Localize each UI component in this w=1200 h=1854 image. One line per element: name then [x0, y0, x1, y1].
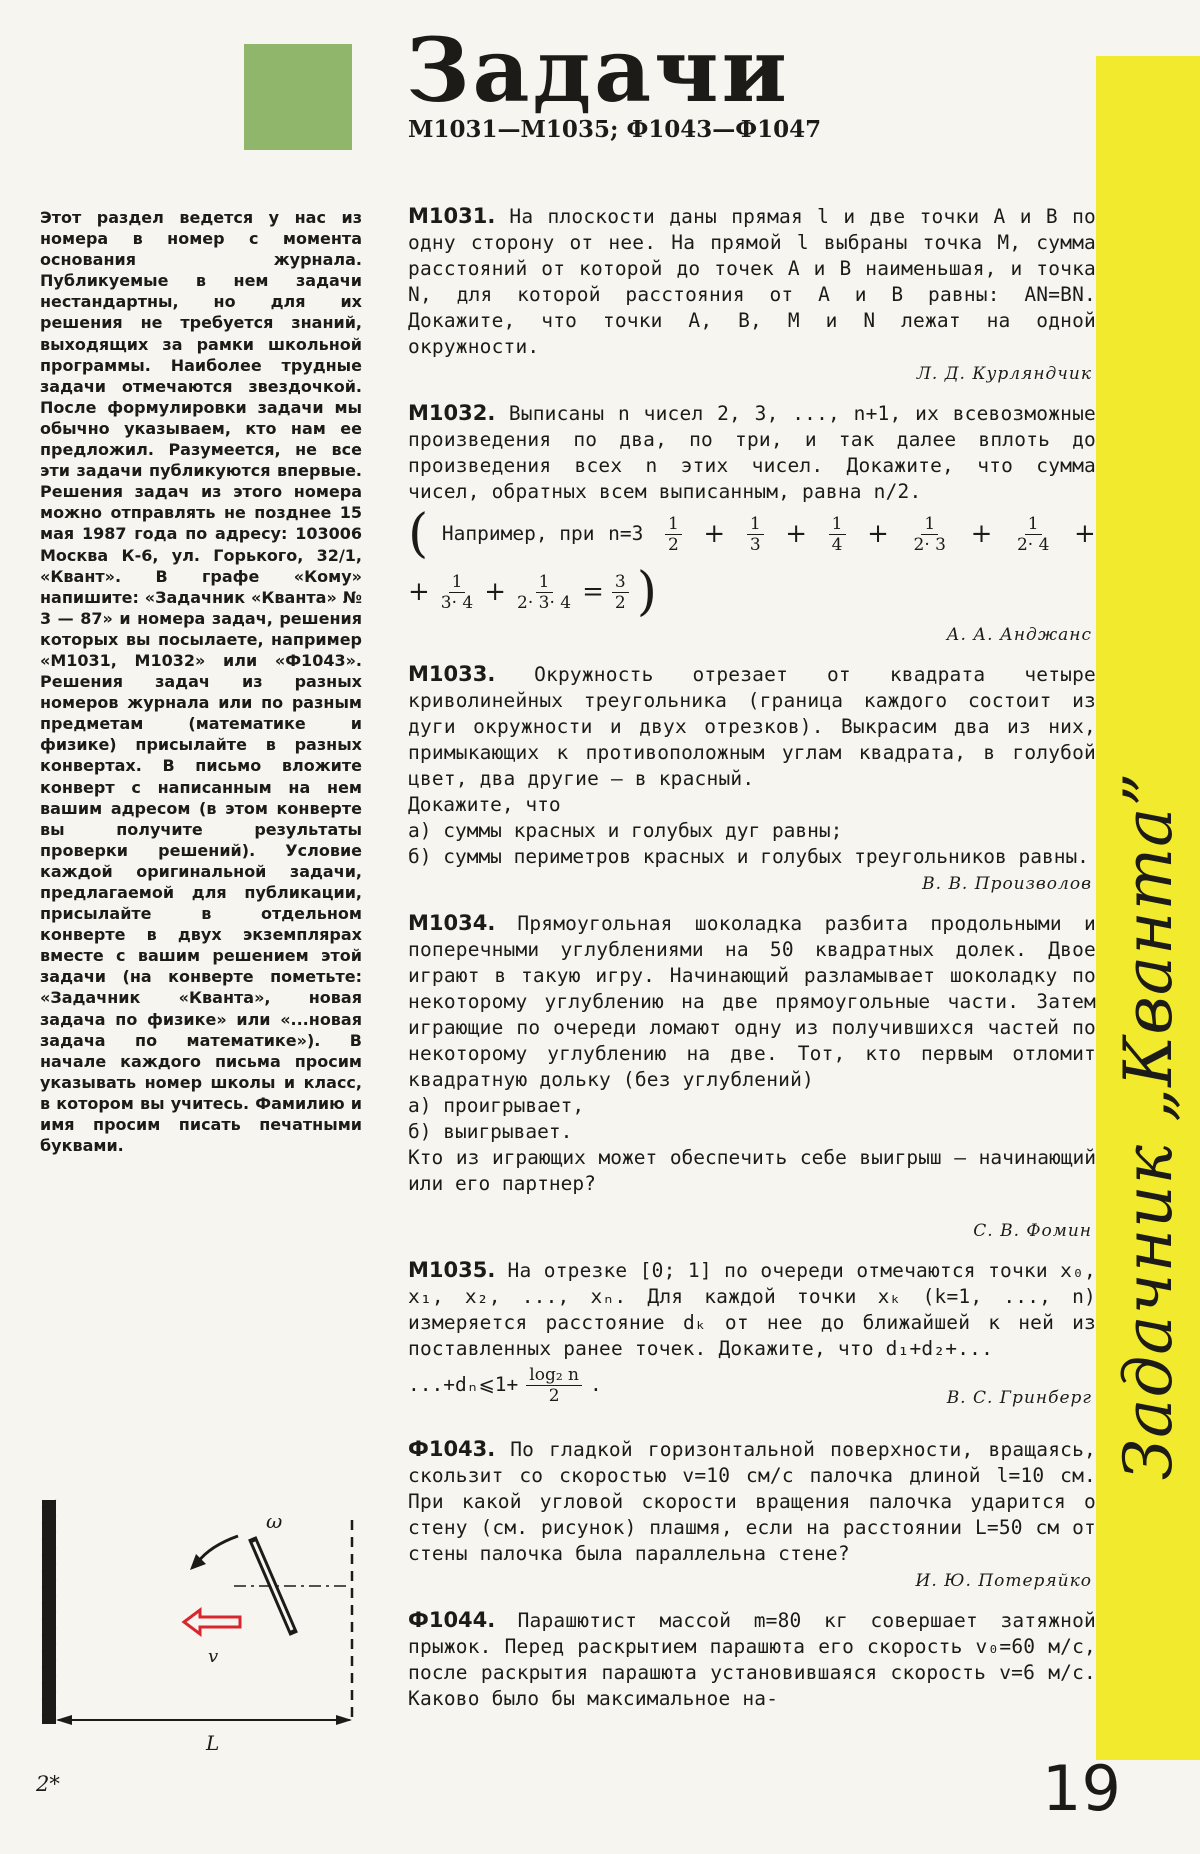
- open-paren: (: [408, 504, 429, 564]
- problem-f1043: [408, 1436, 1096, 1593]
- fraction: $\frac{1}{3}$: [747, 514, 764, 555]
- example-prefix: Например, при: [441, 522, 595, 545]
- problem-text: Прямоугольная шоколадка разбита продольными и поперечными углублениями на 50 квадратных долек. Двое играют в такую игру. Начинающий разламывает шоколадку по некоторому углублению на две прямоугольные части. Затем играющие по очереди ломают одну из получившихся частей по некоторому углублению на две. Тот, кто первым отломит квадратную дольку (без углублений): [408, 912, 1096, 1091]
- decorative-green-square: [244, 44, 352, 150]
- problem-item-a: а) проигрывает,: [408, 1094, 585, 1117]
- side-band-title: Задачник „Кванта”: [1110, 771, 1187, 1480]
- problem-text: На отрезке [0; 1] по очереди отмечаются точки x₀, x₁, x₂, ..., xₙ. Для каждой точки xₖ (k=1, ..., n) измеряется расстояние dₖ от нее до ближайшей к ней из поставленных ранее точек. Докажите, что d₁+d₂+...: [408, 1259, 1096, 1360]
- example-n: n=3: [608, 522, 644, 545]
- example-line-1: ( Например, при n=3 $\frac{1}{2}$ + $\frac{1}{3}$ + $\frac{1}{4}$ + $\frac{1}{2\cdot 3}$ + $\frac{1}{2\cdot 4}$ +: [408, 504, 1096, 564]
- problem-text: По гладкой горизонтальной поверхности, вращаясь, скользит со скоростью v=10 см/с палочка длиной l=10 см. При какой угловой скорости вращения палочка ударится о стену (см. рисунок) плашмя, если на расстоянии L=50 см от стены палочка была параллельна стене?: [408, 1438, 1096, 1565]
- fraction: $\frac{1}{2\cdot 3\cdot 4}$: [517, 571, 572, 613]
- page-subtitle: М1031—М1035; Ф1043—Ф1047: [408, 116, 822, 143]
- fraction: $\frac{1}{4}$: [829, 514, 846, 555]
- fraction: $\frac{\text{log₂ n}}{2}$: [526, 1365, 582, 1406]
- problem-text: На плоскости даны прямая l и две точки A и B по одну сторону от нее. На прямой l выбраны точка M, сумма расстояний от которой до точек A и B наименьшая, и точка N, для которой расстояния от A и B равны: AN=BN. Докажите, что точки A, B, M и N лежат на одной окружности.: [408, 205, 1096, 358]
- example-line-2: + $\frac{1}{3\cdot 4}$ + $\frac{1}{2\cdot 3\cdot 4}$ = $\frac{3}{2}$ ): [408, 562, 658, 622]
- problem-author: С. В. Фомин: [973, 1221, 1092, 1241]
- problem-question: Кто из играющих может обеспечить себе выигрыш — начинающий или его партнер?: [408, 1146, 1096, 1195]
- problem-id: М1033.: [408, 662, 496, 686]
- problem-id: М1031.: [408, 204, 496, 228]
- problem-author: Л. Д. Курляндчик: [916, 364, 1092, 384]
- problem-id: М1032.: [408, 401, 496, 425]
- figure-stick-wall: [34, 1496, 374, 1756]
- fraction: $\frac{1}{2\cdot 3}$: [913, 513, 946, 555]
- problem-text: Окружность отрезает от квадрата четыре криволинейных треугольника (граница каждого состоит из дуги окружности и двух отрезков). Выкрасим два из них, примыкающих к противоположным углам квадрата, в голубой цвет, два другие — в красный.: [408, 663, 1096, 790]
- problem-author: В. В. Произволов: [922, 874, 1092, 894]
- problem-f1044: [408, 1607, 1096, 1712]
- intro-text: Этот раздел ведется у нас из номера в номер с момента основания журнала. Публикуемые в нем задачи нестандартны, но для их решения не требуется знаний, выходящих за рамки школьной программы. Наиболее трудные задачи отмечаются звездочкой. После формулировки задачи мы обычно указываем, кто нам ее предложил. Разумеется, не все эти задачи публикуются впервые. Решения задач из этого номера можно отправлять не позднее 15 мая 1987 года по адресу: 103006 Москва К-6, ул. Горького, 32/1, «Квант». В графе «Кому» напишите: «Задачник «Кванта» № 3 — 87» и номера задач, решения которых вы посылаете, например «М1031, М1032» или «Ф1043». Решения задач из разных номеров журнала или по разным предметам (математике и физике) присылайте в разных конвертах. В письмо вложите конверт с написанным на нем вашим адресом (в этом конверте вы получите результаты проверки решений). Условие каждой оригинальной задачи, предлагаемой для публикации, присылайте в отдельном конверте в двух экземплярах вместе с вашим решением этой задачи (на конверте пометьте: «Задачник «Кванта», новая задача по физике» или «...новая задача по математике»). В начале каждого письма просим указывать номер школы и класс, в котором вы учитесь. Фамилию и имя просим писать печатными буквами.: [40, 208, 362, 1156]
- problem-m1032: [408, 400, 1096, 647]
- problem-id: Ф1044.: [408, 1608, 496, 1632]
- page-title: Задачи: [406, 18, 790, 122]
- fraction-result: $\frac{3}{2}$: [612, 572, 629, 613]
- problem-author: А. А. Анджанс: [946, 625, 1092, 645]
- problem-text: Выписаны n чисел 2, 3, ..., n+1, их всевозможные произведения по два, по три, и так далее вплоть до произведения всех n этих чисел. Докажите, что сумма чисел, обратных всем выписанным, равна n/2.: [408, 402, 1096, 503]
- problem-id: М1034.: [408, 911, 496, 935]
- problem-text: Парашютист массой m=80 кг совершает затяжной прыжок. Перед раскрытием парашюта его скорость v₀=60 м/с, после раскрытия парашюта установившаяся скорость v=6 м/с. Каково было бы максимальное на-: [408, 1609, 1096, 1710]
- problem-id: Ф1043.: [408, 1437, 496, 1461]
- distance-arrow-right: [336, 1715, 352, 1725]
- fraction: $\frac{1}{3\cdot 4}$: [440, 571, 474, 613]
- problem-m1035: [408, 1257, 1096, 1410]
- printer-signature: 2*: [36, 1772, 60, 1796]
- formula-start: ...+dₙ⩽1+: [408, 1373, 519, 1396]
- problem-item-b: б) суммы периметров красных и голубых треугольников равны.: [408, 845, 1089, 868]
- problem-item-b: б) выигрывает.: [408, 1120, 573, 1143]
- problem-m1031: [408, 203, 1096, 386]
- problem-item-a: а) суммы красных и голубых дуг равны;: [408, 819, 843, 842]
- page-number: 19: [1042, 1752, 1121, 1825]
- close-paren: ): [636, 562, 658, 622]
- problem-id: М1035.: [408, 1258, 496, 1282]
- formula-end: .: [590, 1373, 602, 1396]
- v-label: v: [208, 1646, 219, 1667]
- problem-prove: Докажите, что: [408, 793, 561, 816]
- omega-label: ω: [266, 1509, 283, 1533]
- L-label: L: [206, 1731, 220, 1755]
- problem-m1034: [408, 910, 1096, 1243]
- problem-m1033: [408, 661, 1096, 896]
- distance-arrow-left: [56, 1715, 72, 1725]
- problems-column: [408, 203, 1096, 1726]
- velocity-arrow: [184, 1610, 240, 1634]
- problem-author: И. Ю. Потеряйко: [915, 1571, 1092, 1591]
- problem-author: В. С. Гринберг: [946, 1388, 1092, 1408]
- fraction: $\frac{1}{2}$: [665, 514, 682, 555]
- rotation-arrow: [198, 1536, 238, 1562]
- fraction: $\frac{1}{2\cdot 4}$: [1016, 513, 1050, 555]
